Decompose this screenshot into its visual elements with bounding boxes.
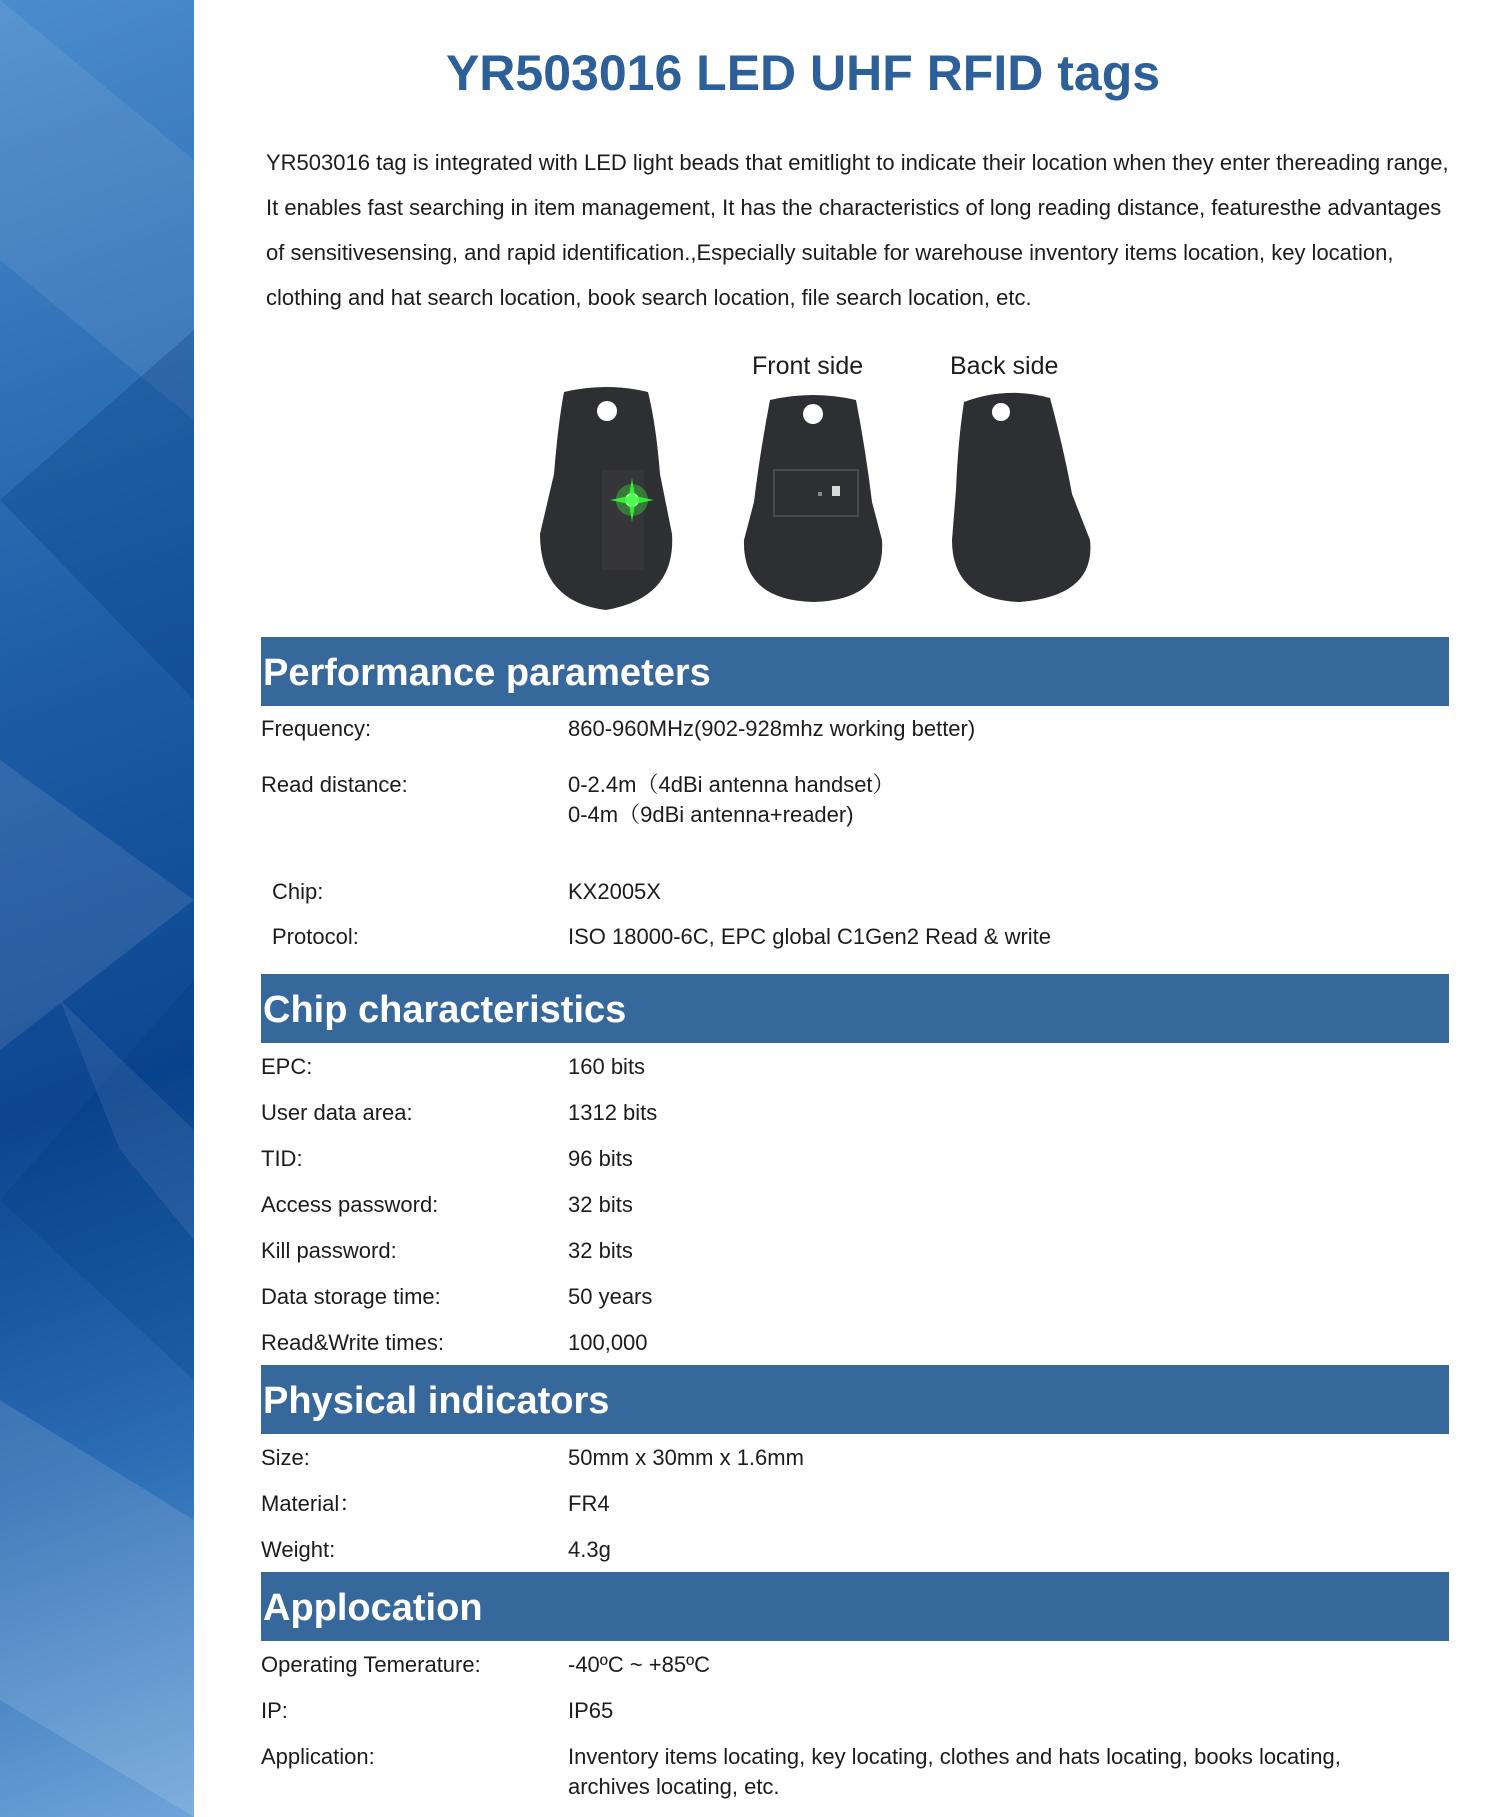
section-chip-header: Chip characteristics (261, 974, 1449, 1043)
spec-value-weight: 4.3g (568, 1537, 611, 1562)
spec-value-rw-times: 100,000 (568, 1330, 648, 1355)
spec-value-epc: 160 bits (568, 1054, 646, 1079)
spec-label-epc: EPC: (261, 1054, 313, 1079)
section-performance-header: Performance parameters (261, 637, 1449, 706)
spec-label-temperature: Operating Temerature: (261, 1652, 481, 1677)
spec-label-application: Application: (261, 1744, 375, 1769)
spec-value-tid: 96 bits (568, 1146, 633, 1171)
spec-label-ip: IP: (261, 1698, 288, 1723)
spec-label-material: Material： (261, 1491, 362, 1516)
spec-value-ip: IP65 (568, 1698, 614, 1723)
spec-label-frequency: Frequency: (261, 716, 372, 741)
tag-led-photo (536, 384, 676, 621)
spec-value-protocol: ISO 18000-6C, EPC global C1Gen2 Read & write (568, 924, 1052, 949)
spec-label-tid: TID: (261, 1146, 303, 1171)
spec-value-frequency: 860-960MHz(902-928mhz working better) (568, 716, 976, 741)
spec-label-storage-time: Data storage time: (261, 1284, 441, 1309)
spec-value-read-distance-2: 0-4m（9dBi antenna+reader) (568, 802, 854, 827)
spec-value-read-distance-1: 0-2.4m（4dBi antenna handset） (568, 772, 895, 797)
spec-label-protocol: Protocol: (272, 924, 359, 949)
spec-label-rw-times: Read&Write times: (261, 1330, 444, 1355)
intro-paragraph: YR503016 tag is integrated with LED light beads that emitlight to indicate their location when they enter thereading range, It enables fast searching in item management, It has the characteristics of long reading distance, featuresthe advantages of sensitivesensing, and rapid identification.,Especially suitable for warehouse inventory items location, key location, clothing and hat search location, book search location, file search location, etc. (266, 150, 1449, 310)
decorative-side-band (0, 0, 194, 1817)
back-side-caption: Back side (950, 352, 1059, 380)
spec-value-access-password: 32 bits (568, 1192, 633, 1217)
front-side-caption: Front side (752, 352, 864, 380)
spec-label-weight: Weight: (261, 1537, 336, 1562)
spec-label-size: Size: (261, 1445, 310, 1470)
spec-value-material: FR4 (568, 1491, 610, 1516)
tag-front-photo (740, 392, 886, 611)
spec-value-application-2: archives locating, etc. (568, 1774, 780, 1799)
section-application-header: Applocation (261, 1572, 1449, 1641)
spec-label-access-password: Access password: (261, 1192, 439, 1217)
spec-value-size: 50mm x 30mm x 1.6mm (568, 1445, 804, 1470)
side-band-pattern (0, 0, 194, 1817)
spec-value-temperature: -40ºC ~ +85ºC (568, 1652, 711, 1677)
spec-value-storage-time: 50 years (568, 1284, 653, 1309)
tag-back-photo (946, 390, 1094, 609)
page-title: YR503016 LED UHF RFID tags (445, 45, 1161, 101)
spec-value-chip: KX2005X (568, 879, 661, 904)
spec-value-user-data: 1312 bits (568, 1100, 658, 1125)
spec-label-user-data: User data area: (261, 1100, 413, 1125)
spec-label-kill-password: Kill password: (261, 1238, 397, 1263)
spec-label-chip: Chip: (272, 879, 324, 904)
section-physical-header: Physical indicators (261, 1365, 1449, 1434)
spec-label-read-distance: Read distance: (261, 772, 408, 797)
spec-value-application-1: Inventory items locating, key locating, clothes and hats locating, books locating, (568, 1744, 1341, 1769)
spec-value-kill-password: 32 bits (568, 1238, 633, 1263)
